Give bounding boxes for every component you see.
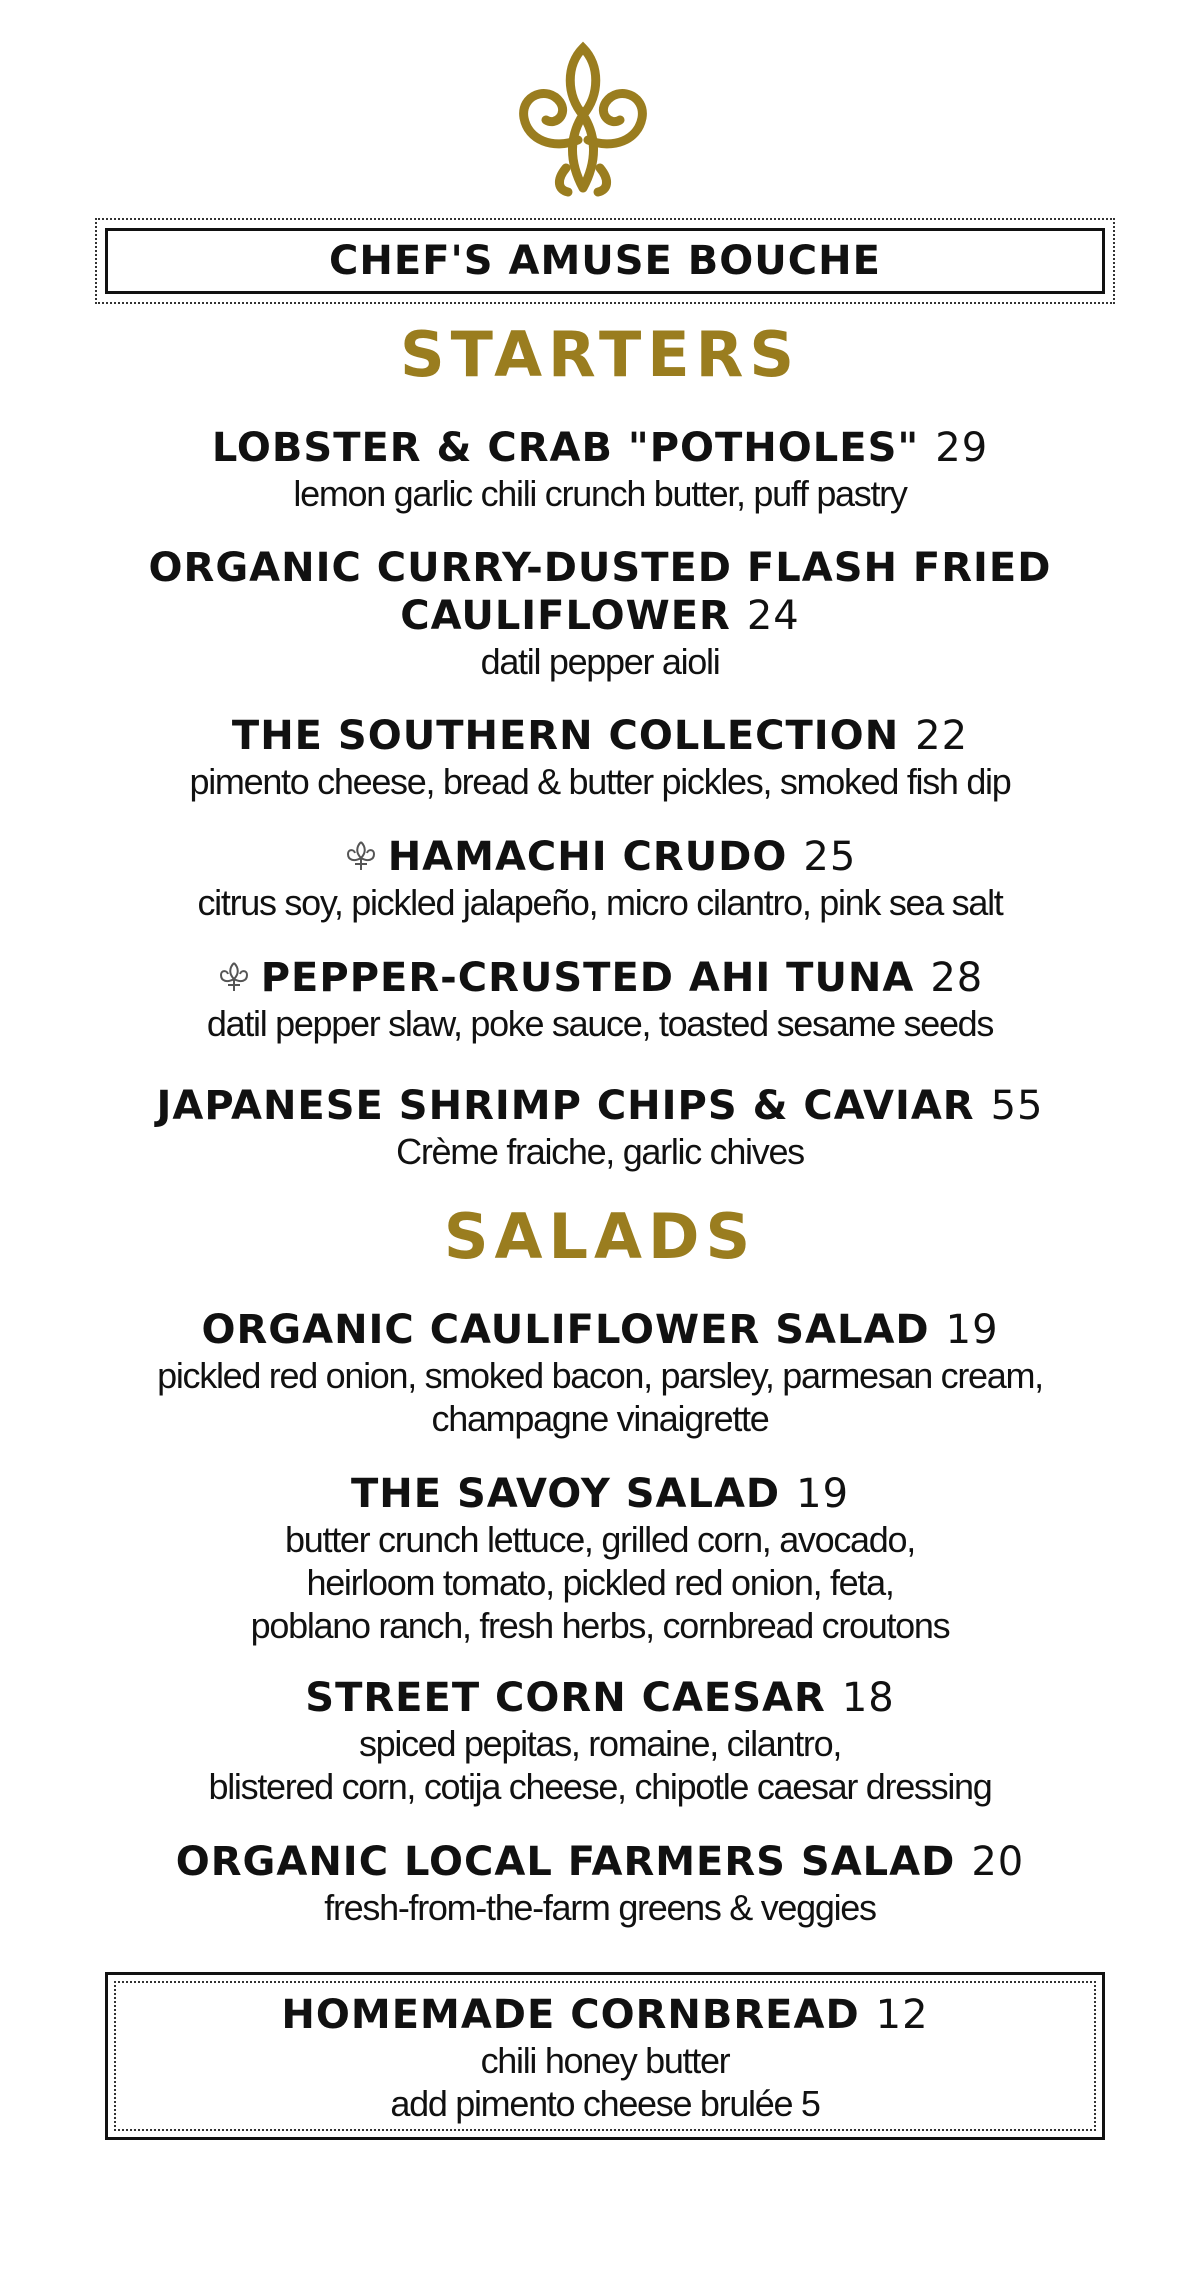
item-description: spiced pepitas, romaine, cilantro, (358, 1723, 842, 1764)
item-price: 28 (930, 955, 984, 1001)
item-name: ORGANIC LOCAL FARMERS SALAD (175, 1839, 956, 1885)
item-description: lemon garlic chili crunch butter, puff pastry (293, 473, 907, 514)
menu-item (0, 1082, 1200, 1173)
item-name: PEPPER-CRUSTED AHI TUNA (260, 955, 915, 1001)
item-name: LOBSTER & CRAB "POTHOLES" (211, 425, 920, 471)
menu-item (0, 1306, 1200, 1440)
item-price: 20 (971, 1839, 1025, 1885)
item-description: blistered corn, cotija cheese, chipotle caesar dressing (208, 1766, 992, 1807)
item-description: Crème fraiche, garlic chives (396, 1131, 804, 1172)
item-description: datil pepper aioli (480, 641, 720, 682)
item-description: heirloom tomato, pickled red onion, feta, (306, 1562, 894, 1603)
item-price: 19 (945, 1307, 999, 1353)
item-price: 24 (746, 593, 800, 639)
cornbread-box (105, 1972, 1105, 2140)
amuse-bouche-frame (95, 218, 1115, 304)
item-price: 19 (796, 1471, 850, 1517)
salads-heading: SALADS (443, 1200, 757, 1273)
item-description: citrus soy, pickled jalapeño, micro cilantro, pink sea salt (197, 882, 1003, 923)
item-price: 18 (841, 1675, 895, 1721)
item-name: THE SOUTHERN COLLECTION (231, 713, 900, 759)
item-price: 55 (990, 1083, 1044, 1129)
item-price: 29 (935, 425, 989, 471)
menu-item (0, 424, 1200, 515)
item-description: champagne vinaigrette (431, 1398, 769, 1439)
item-price: 25 (803, 834, 857, 880)
menu-item (0, 544, 1200, 683)
cornbread-inner-frame (114, 1981, 1096, 2131)
item-description: butter crunch lettuce, grilled corn, avocado, (285, 1519, 915, 1560)
amuse-bouche-label: CHEF'S AMUSE BOUCHE (105, 228, 1105, 294)
item-name: ORGANIC CAULIFLOWER SALAD (201, 1307, 930, 1353)
item-price: 22 (915, 713, 969, 759)
fleur-de-lis-icon (508, 40, 658, 200)
fleur-de-lis-icon (344, 838, 378, 874)
item-description: datil pepper slaw, poke sauce, toasted sesame seeds (206, 1003, 994, 1044)
item-name: HAMACHI CRUDO (387, 834, 788, 880)
menu-item (0, 833, 1200, 924)
item-name: THE SAVOY SALAD (350, 1471, 781, 1517)
item-name: CAULIFLOWER (400, 593, 731, 639)
item-description: chili honey butter (480, 2040, 730, 2081)
item-name: STREET CORN CAESAR (305, 1675, 826, 1721)
item-name: ORGANIC CURRY-DUSTED FLASH FRIED (148, 545, 1052, 591)
menu-item (0, 954, 1200, 1045)
fleur-de-lis-icon (217, 959, 251, 995)
starters-heading: STARTERS (399, 318, 801, 391)
item-description: poblano ranch, fresh herbs, cornbread croutons (250, 1605, 950, 1646)
item-description: pimento cheese, bread & butter pickles, smoked fish dip (189, 761, 1011, 802)
item-description: add pimento cheese brulée 5 (390, 2083, 820, 2124)
menu-item (0, 1838, 1200, 1929)
item-name: JAPANESE SHRIMP CHIPS & CAVIAR (156, 1083, 975, 1129)
menu-item (0, 1674, 1200, 1808)
menu-item (0, 1470, 1200, 1647)
item-price: 12 (875, 1992, 929, 2038)
item-name: HOMEMADE CORNBREAD (281, 1992, 860, 2038)
menu-item (0, 712, 1200, 803)
item-description: pickled red onion, smoked bacon, parsley, parmesan cream, (157, 1355, 1043, 1396)
item-description: fresh-from-the-farm greens & veggies (324, 1887, 876, 1928)
